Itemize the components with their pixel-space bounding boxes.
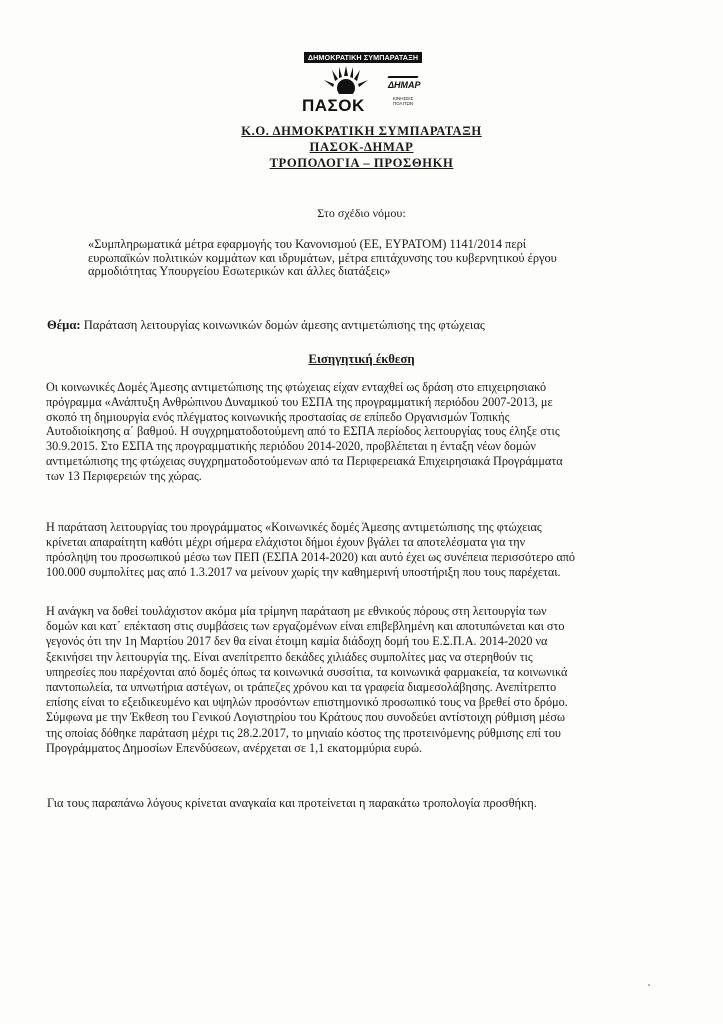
party-logo (300, 50, 426, 120)
paragraph-line: σκοπό τη δημιουργία ενός πλέγματος κοινωνικής προστασίας σε επίπεδο Οργανισμών Τοπικής (46, 409, 510, 424)
paragraph-1 (46, 380, 682, 484)
scan-speck (648, 984, 650, 986)
paragraph-line: Η ανάγκη να δοθεί τουλάχιστον ακόμα μία τρίμηνη παράταση με εθνικούς πόρους στη λειτουργία των (46, 604, 547, 618)
header-group-name: Κ.Ο. ΔΗΜΟΚΡΑΤΙΚΗ ΣΥΜΠΑΡΑΤΑΞΗ (241, 124, 482, 138)
paragraph-line: γεγονός ότι την 1η Μαρτίου 2017 δεν θα είναι έτοιμη καμία διάδοχη δομή του Ε.Σ.Π.Α. 2014-2020 να (46, 634, 548, 649)
draft-law-intro: Στο σχέδιο νόμου: (317, 206, 406, 220)
paragraph-line: ξεκινήσει την λειτουργία της. Είναι ανεπίτρεπτο δεκάδες χιλιάδες συμπολίτες μας να στερηθούν τις (46, 649, 533, 664)
subject-label: Θέμα: (47, 318, 81, 332)
paragraph-line: Αυτοδιοίκησης α΄ βαθμού. Η συγχρηματοδοτούμενη από το ΕΣΠΑ περίοδος λειτουργίας τους έληξε στις (46, 424, 560, 439)
logo-partner-name: ΔΗΜΑΡ (388, 80, 421, 90)
subject-line (47, 318, 485, 333)
paragraph-2 (46, 520, 682, 580)
paragraph-line: υπηρεσίες που παρέχονται από δομές όπως τα κοινωνικά συσσίτια, τα κοινωνικά φαρμακεία, τα κοινωνικά (46, 664, 568, 679)
paragraph-line: των 13 Περιφερειών της χώρας. (46, 468, 202, 483)
paragraph-line: αντιμετώπισης της φτώχειας συγχρηματοδοτούμενων από τα Περιφερειακά Επιχειρησιακά Προγράμματα (46, 453, 563, 468)
paragraph-line: 30.9.2015. Στο ΕΣΠΑ της προγραμματικής περιόδου 2014-2020, προβλέπεται η ένταξη νέων δομών (46, 439, 536, 454)
logo-banner: ΔΗΜΟΚΡΑΤΙΚΗ ΣΥΜΠΑΡΑΤΑΞΗ (304, 52, 422, 63)
paragraph-line: δομών και κατ΄ επέκταση στις συμβάσεις των εργαζομένων είναι επιβεβλημένη και αποτυπώνεται και στο (46, 619, 565, 634)
paragraph-line: Οι κοινωνικές Δομές Άμεσης αντιμετώπισης της φτώχειας είχαν ενταχθεί ως δράση στο επιχειρησιακό (46, 380, 547, 394)
paragraph-line: κρίνεται απαραίτητη καθότι μέχρι σήμερα ελάχιστοι δήμοι έχουν βγάλει τα αποτελέσματα για την (46, 535, 526, 549)
paragraph-line: πρόγραμμα «Ανάπτυξη Ανθρώπινου Δυναμικού του ΕΣΠΑ της προγραμματική περιόδου 2007-2013, με (46, 394, 553, 409)
header-doc-type: ΤΡΟΠΟΛΟΓΙΑ – ΠΡΟΣΘΗΚΗ (269, 156, 454, 170)
paragraph-line: πρόσληψη του προσωπικού μέσω των ΠΕΠ (ΕΣΠΑ 2014-2020) και αυτό έχει ως συνέπεια περισσότερο από (46, 550, 575, 564)
bill-title-line: αρμοδιότητας Υπουργείου Εσωτερικών και άλλες διατάξεις» (88, 265, 391, 278)
paragraph-line: Προγράμματος Δημοσίων Επενδύσεων, ανέρχεται σε 1,1 εκατομμύρια ευρώ. (46, 740, 423, 755)
paragraph-line: Η παράταση λειτουργίας του προγράμματος «Κοινωνικές δομές Άμεσης αντιμετώπισης της φτώχειας (46, 520, 542, 534)
paragraph-line: 100.000 συμπολίτες μας από 1.3.2017 να μείνουν χωρίς την καθημερινή υποστήριξη που τους παρέχεται. (46, 565, 561, 579)
subject-text: Παράταση λειτουργίας κοινωνικών δομών άμεσης αντιμετώπισης της φτώχειας (83, 318, 485, 332)
logo-party-name: ΠΑΣΟΚ (302, 96, 365, 115)
header-party-name: ΠΑΣΟΚ-ΔΗΜΑΡ (309, 140, 414, 154)
paragraph-line: παντοπωλεία, τα υπνωτήρια αστέγων, οι τράπεζες χρόνου και τα γραφεία διαμεσολάβησης. Ανεπίτρεπτο (46, 680, 557, 695)
dimar-swoosh-icon (387, 76, 418, 78)
logo-movement-name: ΚΙΝΗΣΕΙΣ ΠΟΛΙΤΩΝ (392, 96, 414, 106)
bill-title-line: ευρωπαϊκών πολιτικών κομμάτων και ιδρυμάτων, μέτρα επιτάχυνσης του κυβερνητικού έργου (88, 251, 557, 265)
bill-title (88, 238, 678, 279)
bill-title-line: «Συμπληρωματικά μέτρα εφαρμογής του Κανονισμού (ΕΕ, ΕΥΡΑΤΟΜ) 1141/2014 περί (88, 238, 527, 251)
closing-sentence: Για τους παραπάνω λόγους κρίνεται αναγκαία και προτείνεται η παρακάτω τροπολογία προσθήκη. (47, 796, 537, 810)
paragraph-line: της οποίας δόθηκε παράταση μέχρι τις 28.2.2017, το μηνιαίο κόστος της προτεινόμενης ρύθμισης επί του (46, 725, 561, 740)
sun-emblem-icon (322, 64, 370, 100)
paragraph-3 (46, 604, 682, 756)
paragraph-line: επίσης είναι το εξειδικευμένο και υψηλών προσόντων επιστημονικό προσωπικό τους να βρεθεί στο δρόμο. (46, 695, 568, 710)
report-title: Εισηγητική έκθεση (308, 352, 415, 366)
paragraph-line: Σύμφωνα με την Έκθεση του Γενικού Λογιστηρίου του Κράτους που συνοδεύει αντίστοιχη ρύθμιση μέσω (46, 710, 565, 725)
